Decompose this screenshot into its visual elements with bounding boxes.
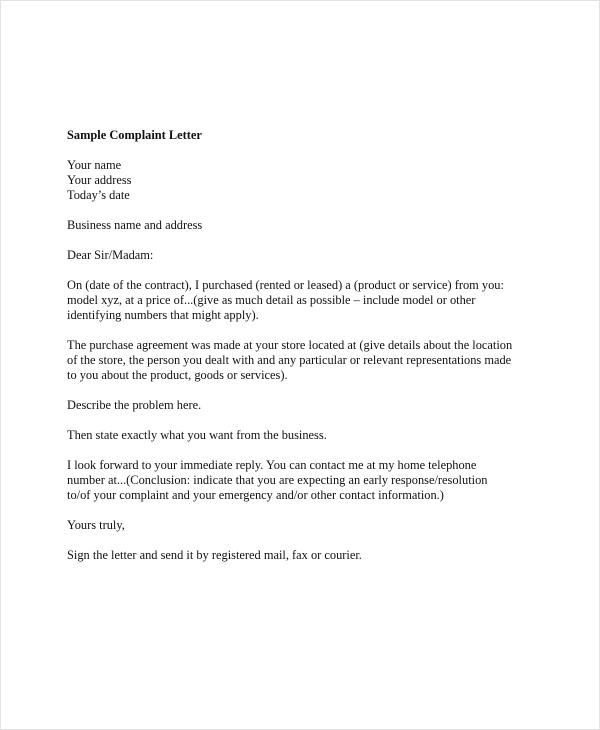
letter-title: Sample Complaint Letter	[67, 128, 202, 142]
salutation	[67, 248, 547, 263]
recipient-block	[67, 218, 547, 233]
paragraph-line: to you about the product, goods or services).	[67, 368, 288, 382]
paragraph-line: On (date of the contract), I purchased (rented or leased) a (product or service) from you:	[67, 278, 504, 292]
paragraph-line: of the store, the person you dealt with and any particular or relevant representations made	[67, 353, 512, 367]
purchase-paragraph	[67, 278, 547, 323]
problem-paragraph	[67, 398, 547, 413]
instruction-paragraph	[67, 548, 547, 563]
salutation-line: Dear Sir/Madam:	[67, 248, 154, 262]
closing-paragraph	[67, 458, 547, 503]
instruction-line: Sign the letter and send it by registered mail, fax or courier.	[67, 548, 362, 562]
problem-line: Describe the problem here.	[67, 398, 202, 412]
request-line: Then state exactly what you want from the business.	[67, 428, 327, 442]
signoff	[67, 518, 547, 533]
paragraph-line: The purchase agreement was made at your store located at (give details about the location	[67, 338, 513, 352]
paragraph-line: number at...(Conclusion: indicate that you are expecting an early response/resolution	[67, 473, 488, 487]
letter-body	[67, 128, 547, 578]
recipient-line: Business name and address	[67, 218, 203, 232]
request-paragraph	[67, 428, 547, 443]
agreement-paragraph	[67, 338, 547, 383]
sender-name: Your name	[67, 158, 122, 172]
letter-date: Today’s date	[67, 188, 130, 202]
signoff-line: Yours truly,	[67, 518, 125, 532]
sender-address: Your address	[67, 173, 132, 187]
paragraph-line: to/of your complaint and your emergency and/or other contact information.)	[67, 488, 444, 502]
paragraph-line: model xyz, at a price of...(give as much detail as possible – include model or other	[67, 293, 476, 307]
paragraph-line: I look forward to your immediate reply. You can contact me at my home telephone	[67, 458, 477, 472]
sender-block	[67, 158, 547, 203]
paragraph-line: identifying numbers that might apply).	[67, 308, 259, 322]
